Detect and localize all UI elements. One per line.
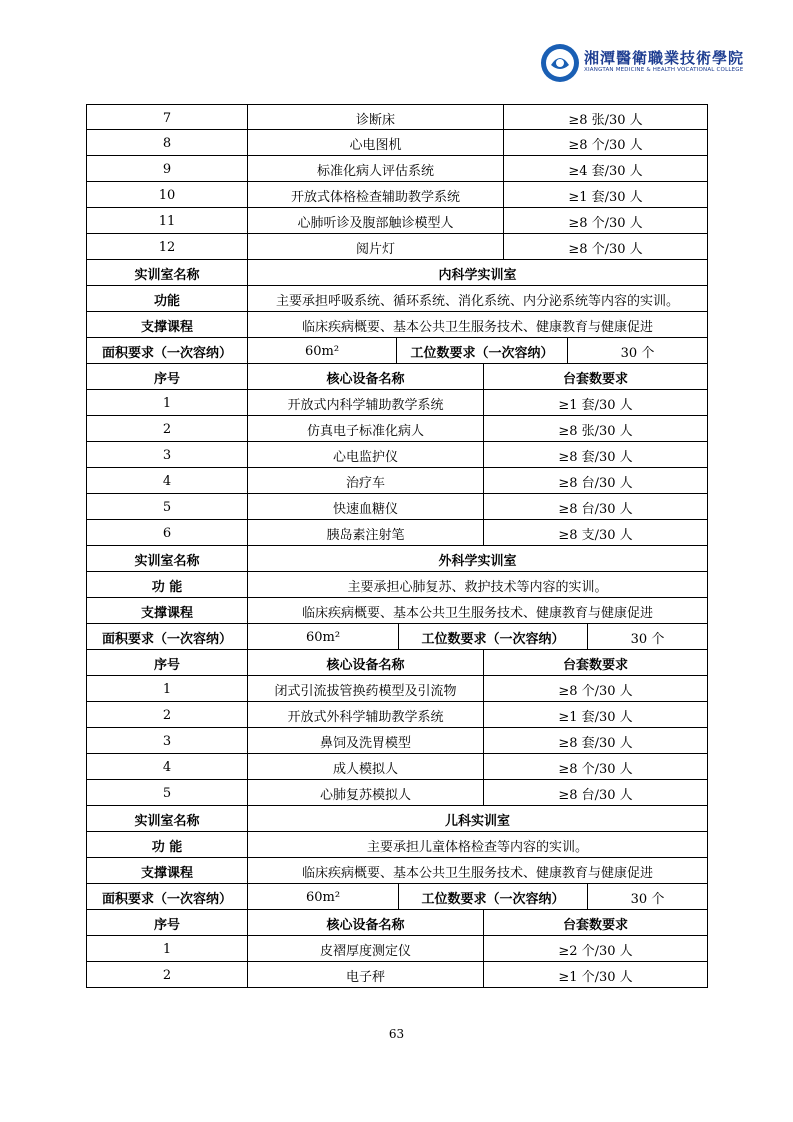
- table-row: [87, 390, 707, 416]
- function-row: [87, 832, 707, 858]
- quantity-requirement: ≥8 张/30 人: [483, 416, 707, 442]
- function-label: 功 能: [151, 579, 183, 595]
- column-header-row: [87, 650, 707, 676]
- table-row: [87, 208, 707, 234]
- quantity-requirement: ≥8 个/30 人: [483, 754, 707, 780]
- quantity-header: 台套数要求: [483, 650, 707, 676]
- table-row: [87, 494, 707, 520]
- quantity-requirement: ≥8 个/30 人: [483, 676, 707, 702]
- equipment-name: 心肺复苏模拟人: [247, 780, 483, 806]
- table-row: [87, 468, 707, 494]
- item-number: 3: [162, 733, 172, 749]
- course-row: [87, 598, 707, 624]
- function-row: [87, 572, 707, 598]
- item-number: 4: [162, 759, 172, 775]
- quantity-requirement: ≥8 个/30 人: [503, 208, 707, 234]
- quantity-requirement: ≥8 套/30 人: [483, 442, 707, 468]
- function-value: 主要承担心肺复苏、救护技术等内容的实训。: [247, 572, 707, 598]
- quantity-requirement: ≥1 套/30 人: [483, 702, 707, 728]
- quantity-requirement: ≥8 支/30 人: [483, 520, 707, 546]
- quantity-requirement: ≥1 套/30 人: [483, 390, 707, 416]
- column-header-row: [87, 364, 707, 390]
- table-row: [87, 728, 707, 754]
- equipment-name: 闭式引流拔管换药模型及引流物: [247, 676, 483, 702]
- quantity-requirement: ≥8 套/30 人: [483, 728, 707, 754]
- table-row: [87, 780, 707, 806]
- column-header-row: [87, 910, 707, 936]
- table-row: [87, 156, 707, 182]
- equipment-name: 鼻饲及洗胃模型: [247, 728, 483, 754]
- equipment-name-header: 核心设备名称: [247, 910, 483, 936]
- area-row: [87, 338, 707, 364]
- item-number: 5: [162, 785, 172, 801]
- station-value: 30 个: [587, 624, 707, 650]
- item-number: 10: [158, 187, 176, 203]
- equipment-name: 治疗车: [247, 468, 483, 494]
- function-row: [87, 286, 707, 312]
- equipment-name: 开放式外科学辅助教学系统: [247, 702, 483, 728]
- item-number: 1: [162, 681, 172, 697]
- course-value: 临床疾病概要、基本公共卫生服务技术、健康教育与健康促进: [247, 598, 707, 624]
- no-header: 序号: [153, 657, 180, 673]
- college-emblem-icon: [540, 43, 580, 83]
- no-header: 序号: [153, 371, 180, 387]
- quantity-header: 台套数要求: [483, 910, 707, 936]
- quantity-requirement: ≥2 个/30 人: [483, 936, 707, 962]
- equipment-name: 成人模拟人: [247, 754, 483, 780]
- item-number: 2: [162, 967, 172, 983]
- room-name-label: 实训室名称: [134, 267, 200, 283]
- item-number: 2: [162, 707, 172, 723]
- equipment-name: 标准化病人评估系统: [247, 156, 503, 182]
- station-label: 工位数要求（一次容纳）: [398, 884, 587, 910]
- function-label: 功能: [153, 293, 180, 309]
- room-title-row: [87, 260, 707, 286]
- quantity-requirement: ≥8 台/30 人: [483, 494, 707, 520]
- station-value: 30 个: [567, 338, 707, 364]
- station-label: 工位数要求（一次容纳）: [396, 338, 567, 364]
- table-row: [87, 442, 707, 468]
- item-number: 1: [162, 395, 172, 411]
- item-number: 11: [158, 213, 176, 229]
- table-row: [87, 702, 707, 728]
- logo-text: 湘潭醫衛職業技術學院: [584, 49, 745, 67]
- equipment-name: 胰岛素注射笔: [247, 520, 483, 546]
- item-number: 8: [162, 135, 172, 151]
- quantity-requirement: ≥8 个/30 人: [503, 234, 707, 260]
- table-row: [87, 104, 707, 130]
- quantity-requirement: ≥1 套/30 人: [503, 182, 707, 208]
- table-row: [87, 182, 707, 208]
- quantity-requirement: ≥8 台/30 人: [483, 780, 707, 806]
- table-row: [87, 754, 707, 780]
- room-title-row: [87, 546, 707, 572]
- course-label: 支撑课程: [140, 605, 193, 621]
- function-value: 主要承担呼吸系统、循环系统、消化系统、内分泌系统等内容的实训。: [247, 286, 707, 312]
- table-row: [87, 416, 707, 442]
- equipment-name-header: 核心设备名称: [247, 650, 483, 676]
- quantity-requirement: ≥4 套/30 人: [503, 156, 707, 182]
- area-value: 60m²: [247, 338, 396, 364]
- table-row: [87, 130, 707, 156]
- quantity-requirement: ≥8 台/30 人: [483, 468, 707, 494]
- table-row: [87, 520, 707, 546]
- course-value: 临床疾病概要、基本公共卫生服务技术、健康教育与健康促进: [247, 858, 707, 884]
- logo-subtitle: XIANGTAN MEDICINE & HEALTH VOCATIONAL COLLEGE: [584, 67, 744, 73]
- station-value: 30 个: [587, 884, 707, 910]
- function-label: 功 能: [151, 839, 183, 855]
- quantity-requirement: ≥8 张/30 人: [503, 105, 707, 131]
- item-number: 7: [162, 110, 172, 126]
- equipment-name-header: 核心设备名称: [247, 364, 483, 390]
- item-number: 6: [162, 525, 172, 541]
- equipment-name: 仿真电子标准化病人: [247, 416, 483, 442]
- area-label: 面积要求（一次容纳）: [101, 345, 232, 361]
- course-row: [87, 858, 707, 884]
- item-number: 1: [162, 941, 172, 957]
- item-number: 5: [162, 499, 172, 515]
- station-label: 工位数要求（一次容纳）: [398, 624, 587, 650]
- room-name-value: 外科学实训室: [247, 546, 707, 572]
- equipment-name: 心电图机: [247, 130, 503, 156]
- item-number: 4: [162, 473, 172, 489]
- equipment-name: 快速血糖仪: [247, 494, 483, 520]
- quantity-requirement: ≥1 个/30 人: [483, 962, 707, 988]
- item-number: 3: [162, 447, 172, 463]
- course-value: 临床疾病概要、基本公共卫生服务技术、健康教育与健康促进: [247, 312, 707, 338]
- course-label: 支撑课程: [140, 319, 193, 335]
- room-name-label: 实训室名称: [134, 813, 200, 829]
- table-row: [87, 234, 707, 260]
- item-number: 12: [158, 239, 176, 255]
- equipment-table: [86, 104, 708, 988]
- table-row: [87, 962, 707, 988]
- page-number: 63: [388, 1027, 405, 1041]
- table-row: [87, 936, 707, 962]
- equipment-name: 电子秤: [247, 962, 483, 988]
- equipment-name: 诊断床: [247, 105, 503, 131]
- item-number: 2: [162, 421, 172, 437]
- no-header: 序号: [153, 917, 180, 933]
- area-value: 60m²: [247, 884, 398, 910]
- room-name-label: 实训室名称: [134, 553, 200, 569]
- equipment-name: 心电监护仪: [247, 442, 483, 468]
- room-name-value: 儿科实训室: [247, 806, 707, 832]
- area-label: 面积要求（一次容纳）: [101, 631, 232, 647]
- equipment-name: 阅片灯: [247, 234, 503, 260]
- equipment-name: 心肺听诊及腹部触诊模型人: [247, 208, 503, 234]
- quantity-requirement: ≥8 个/30 人: [503, 130, 707, 156]
- course-row: [87, 312, 707, 338]
- area-value: 60m²: [247, 624, 398, 650]
- area-row: [87, 624, 707, 650]
- equipment-name: 开放式内科学辅助教学系统: [247, 390, 483, 416]
- course-label: 支撑课程: [140, 865, 193, 881]
- table-row: [87, 676, 707, 702]
- item-number: 9: [162, 161, 172, 177]
- function-value: 主要承担儿童体格检查等内容的实训。: [247, 832, 707, 858]
- equipment-name: 皮褶厚度测定仪: [247, 936, 483, 962]
- area-row: [87, 884, 707, 910]
- room-name-value: 内科学实训室: [247, 260, 707, 286]
- quantity-header: 台套数要求: [483, 364, 707, 390]
- equipment-name: 开放式体格检查辅助教学系统: [247, 182, 503, 208]
- college-logo: [540, 43, 745, 83]
- area-label: 面积要求（一次容纳）: [101, 891, 232, 907]
- room-title-row: [87, 806, 707, 832]
